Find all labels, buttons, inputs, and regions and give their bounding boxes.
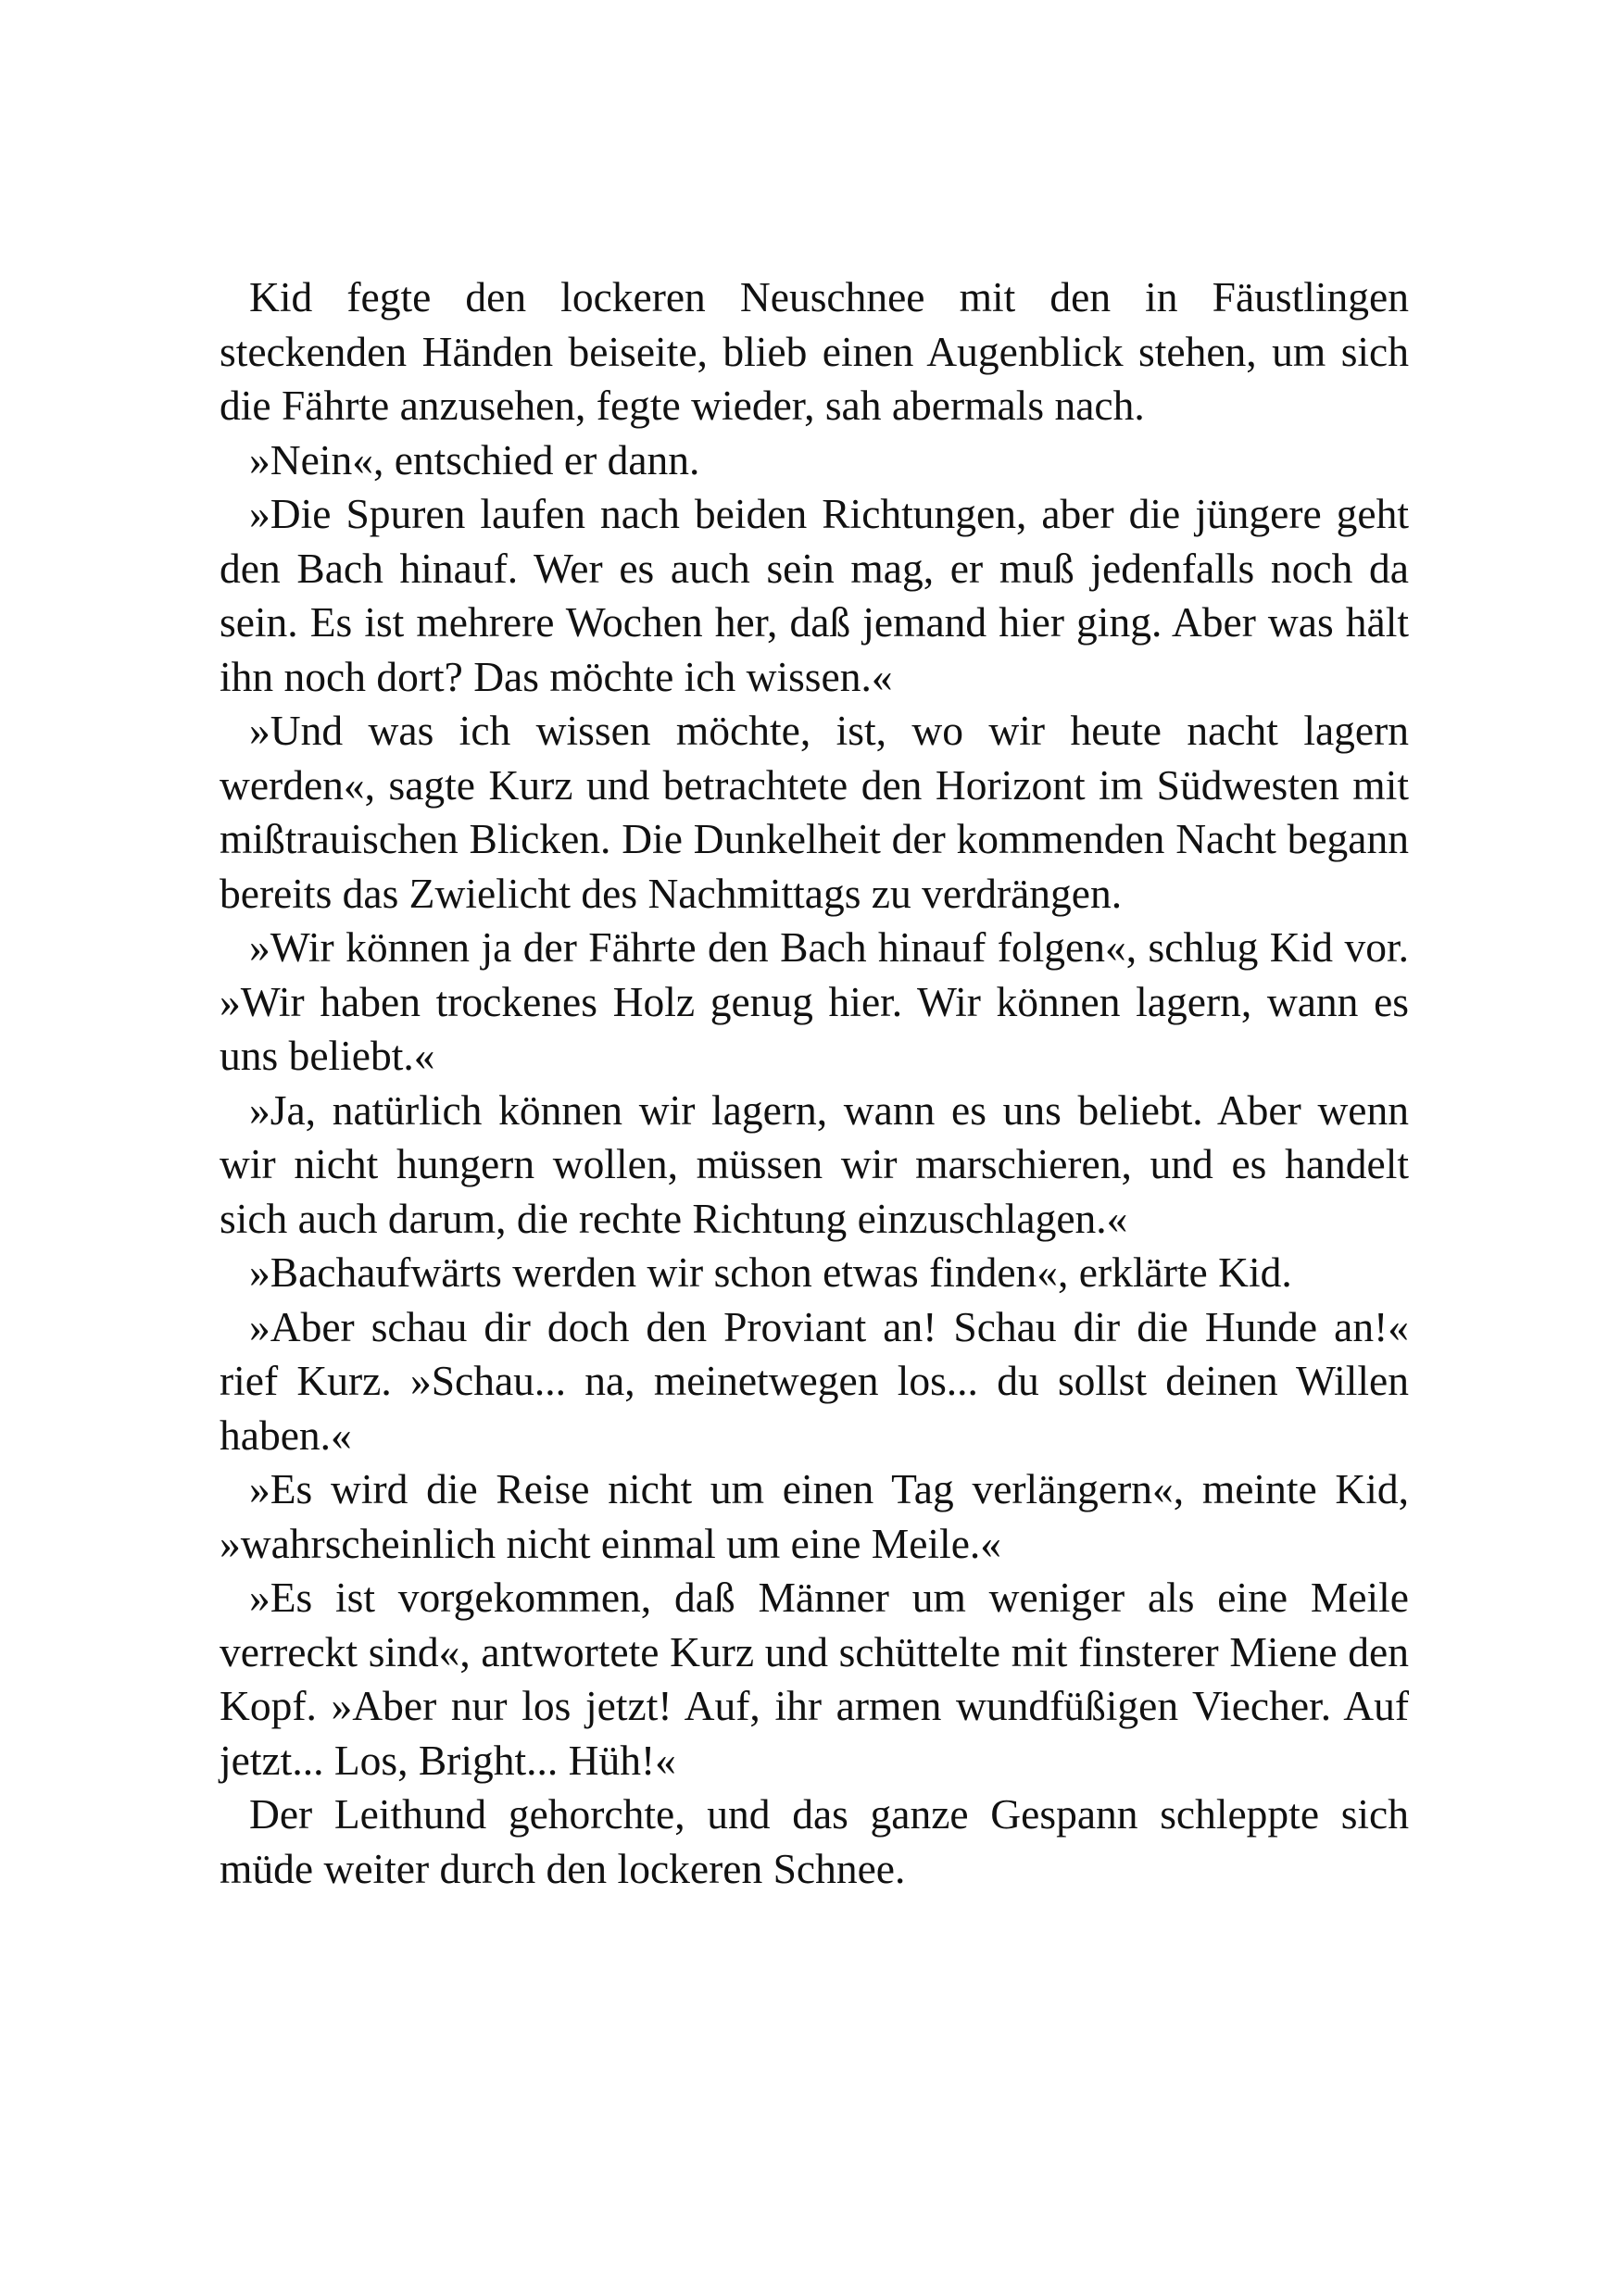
paragraph: »Bachaufwärts werden wir schon etwas finden«, erklärte Kid.: [249, 1248, 1292, 1296]
paragraph: »Ja, natürlich können wir lagern, wann es uns beliebt. Aber wenn wir nicht hungern wollen, müssen wir marschieren, und es handelt sich auch darum, die rechte Richtung einzuschlagen.«: [220, 1085, 1409, 1242]
paragraph: »Es wird die Reise nicht um einen Tag verlängern«, meinte Kid, »wahrscheinlich nicht einmal um eine Meile.«: [220, 1465, 1409, 1567]
paragraph: »Die Spuren laufen nach beiden Richtungen, aber die jüngere geht den Bach hinauf. Wer es auch sein mag, er muß jedenfalls noch da sein. Es ist mehrere Wochen her, daß jemand hier ging. Aber was hält ihn noch dort? Das möchte ich wissen.«: [220, 490, 1409, 700]
paragraph: »Nein«, entschied er dann.: [249, 435, 700, 483]
paragraph: Kid fegte den lockeren Neuschnee mit den in Fäustlingen steckenden Händen beiseite, blieb einen Augenblick stehen, um sich die Fährte anzusehen, fegte wieder, sah abermals nach.: [220, 273, 1409, 429]
text-body: [220, 270, 1409, 1896]
paragraph: »Und was ich wissen möchte, ist, wo wir heute nacht lagern werden«, sagte Kurz und betrachtete den Horizont im Südwesten mit mißtrauischen Blicken. Die Dunkelheit der kommenden Nacht begann bereits das Zwielicht des Nachmittags zu verdrängen.: [220, 707, 1409, 917]
paragraph: »Wir können ja der Fährte den Bach hinauf folgen«, schlug Kid vor. »Wir haben trockenes Holz genug hier. Wir können lagern, wann es uns beliebt.«: [220, 923, 1409, 1079]
paragraph: »Es ist vorgekommen, daß Männer um weniger als eine Meile verreckt sind«, antwortete Kurz und schüttelte mit finsterer Miene den Kopf. »Aber nur los jetzt! Auf, ihr armen wundfüßigen Viecher. Auf jetzt... Los, Bright... Hüh!«: [220, 1574, 1409, 1784]
paragraph: »Aber schau dir doch den Proviant an! Schau dir die Hunde an!« rief Kurz. »Schau... na, meinetwegen los... du sollst deinen Willen haben.«: [220, 1302, 1409, 1459]
paragraph: Der Leithund gehorchte, und das ganze Gespann schleppte sich müde weiter durch den lockeren Schnee.: [220, 1790, 1409, 1892]
